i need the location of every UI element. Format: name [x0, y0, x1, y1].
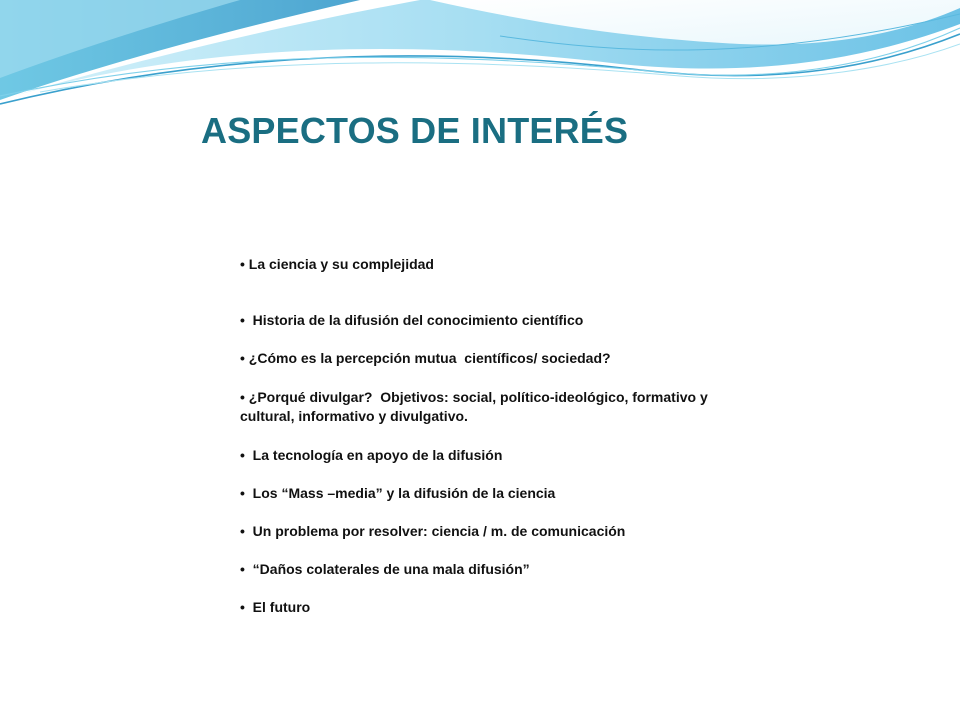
slide-title: ASPECTOS DE INTERÉS — [201, 110, 629, 151]
bullet-text: • “Daños colaterales de una mala difusión” — [240, 561, 530, 577]
bullet-text: • La tecnología en apoyo de la difusión — [240, 447, 503, 463]
bullet-item — [240, 598, 740, 617]
bullet-text: • El futuro — [240, 599, 311, 615]
bullet-item — [240, 522, 740, 541]
bullet-text: • ¿Cómo es la percepción mutua científicos/ sociedad? — [240, 350, 611, 366]
bullet-item — [240, 446, 740, 465]
bullet-item — [240, 484, 740, 503]
bullet-text: • Un problema por resolver: ciencia / m. de comunicación — [240, 523, 626, 539]
bullet-item — [240, 560, 740, 579]
bullet-text: • Los “Mass –media” y la difusión de la ciencia — [240, 485, 556, 501]
bullet-text: • La ciencia y su complejidad — [240, 256, 434, 272]
bullet-item — [240, 388, 740, 426]
bullet-text: • Historia de la difusión del conocimiento científico — [240, 312, 584, 328]
bullet-item — [240, 349, 740, 368]
bullet-item — [240, 311, 740, 330]
bullet-text: • ¿Porqué divulgar? Objetivos: social, político-ideológico, formativo y cultural, informativo y divulgativo. — [240, 389, 712, 424]
bullet-item — [240, 255, 740, 274]
wave-header-decoration — [0, 0, 960, 120]
